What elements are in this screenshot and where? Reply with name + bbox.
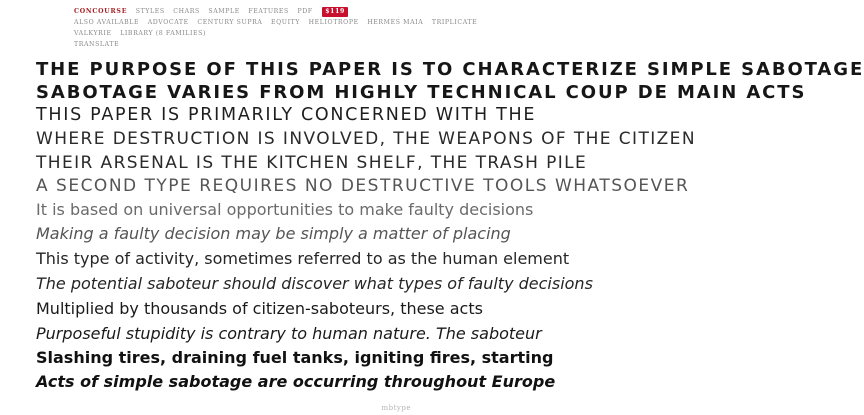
nav-link-triplicate[interactable]: TRIPLICATE <box>431 19 478 26</box>
nav-link-hermes-maia[interactable]: HERMES MAIA <box>367 19 424 26</box>
specimen-line: This type of activity, sometimes referred to as the human element <box>36 249 570 268</box>
specimen-line: Acts of simple sabotage are occurring throughout Europe <box>36 372 556 391</box>
nav-link-pdf[interactable]: PDF <box>297 8 313 15</box>
specimen-line: SABOTAGE VARIES FROM HIGHLY TECHNICAL COUP DE MAIN ACTS <box>36 82 807 103</box>
nav-row-primary <box>74 6 415 17</box>
specimen-line: A SECOND TYPE REQUIRES NO DESTRUCTIVE TOOLS WHATSOEVER <box>36 176 690 196</box>
nav-row-families <box>74 28 415 39</box>
nav-link-valkyrie[interactable]: VALKYRIE <box>74 30 112 37</box>
nav-link-equity[interactable]: EQUITY <box>271 19 301 26</box>
buy-price-button[interactable]: $119 <box>322 7 348 17</box>
nav-link-chars[interactable]: CHARS <box>173 8 200 15</box>
specimen-line: Slashing tires, draining fuel tanks, igniting fires, starting <box>36 348 554 367</box>
nav-font-name[interactable]: CONCOURSE <box>74 8 128 15</box>
specimen-line: Multiplied by thousands of citizen-saboteurs, these acts <box>36 299 483 318</box>
nav-row-translate <box>74 39 415 50</box>
nav-link-century-supra[interactable]: CENTURY SUPRA <box>197 19 263 26</box>
font-nav <box>74 6 478 50</box>
nav-link-advocate[interactable]: ADVOCATE <box>147 19 189 26</box>
specimen-line: Making a faulty decision may be simply a matter of placing <box>36 224 511 243</box>
nav-label-also-available: ALSO AVAILABLE <box>74 19 140 26</box>
nav-link-features[interactable]: FEATURES <box>248 8 289 15</box>
watermark-logo: mbtype <box>381 404 411 412</box>
nav-link-translate[interactable]: TRANSLATE <box>74 41 120 48</box>
specimen-line: Purposeful stupidity is contrary to human nature. The saboteur <box>36 324 542 343</box>
specimen-line: THIS PAPER IS PRIMARILY CONCERNED WITH THE <box>36 105 537 125</box>
specimen-line: WHERE DESTRUCTION IS INVOLVED, THE WEAPONS OF THE CITIZEN <box>36 129 696 149</box>
nav-link-sample[interactable]: SAMPLE <box>208 8 240 15</box>
nav-link-library[interactable]: LIBRARY (8 FAMILIES) <box>120 30 206 37</box>
specimen-line: The potential saboteur should discover what types of faulty decisions <box>36 274 593 293</box>
specimen-line: It is based on universal opportunities to make faulty decisions <box>36 200 534 219</box>
type-specimen <box>36 58 864 394</box>
nav-link-styles[interactable]: STYLES <box>135 8 165 15</box>
nav-row-also-available <box>74 17 478 28</box>
nav-link-heliotrope[interactable]: HELIOTROPE <box>308 19 359 26</box>
specimen-line: THE PURPOSE OF THIS PAPER IS TO CHARACTERIZE SIMPLE SABOTAGE <box>36 59 864 80</box>
specimen-line: THEIR ARSENAL IS THE KITCHEN SHELF, THE TRASH PILE <box>36 153 588 173</box>
